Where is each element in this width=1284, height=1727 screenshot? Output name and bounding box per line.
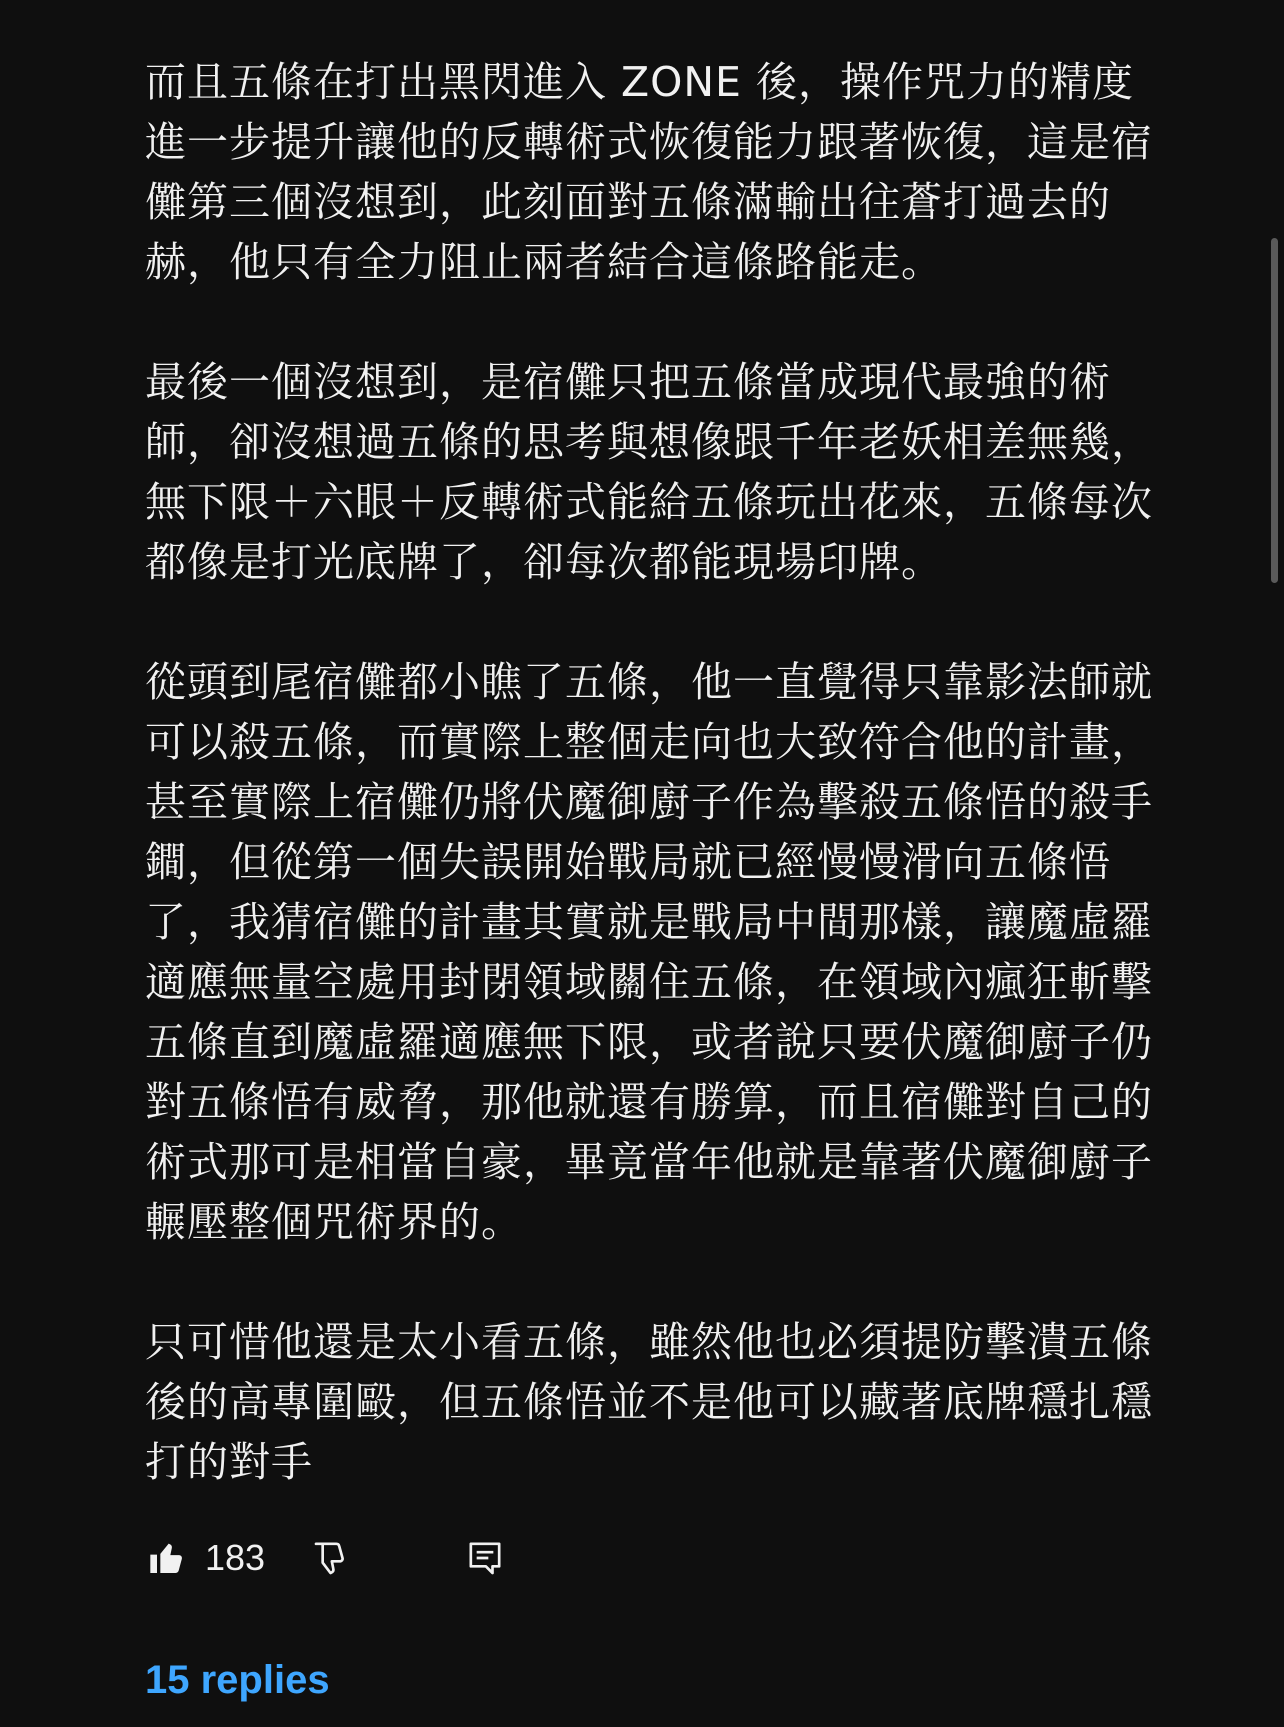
comment-paragraph-1: 而且五條在打出黑閃進入 ZONE 後，操作咒力的精度進一步提升讓他的反轉術式恢復能力跟著恢復，這是宿儺第三個沒想到，此刻面對五條滿輸出往蒼打過去的赫，他只有全力阻止兩者結合這條路能走。 [145, 58, 1153, 286]
like-count: 183 [205, 1537, 266, 1578]
scrollbar-thumb[interactable] [1271, 238, 1278, 583]
dislike-button[interactable] [309, 1536, 353, 1580]
thumbs-down-outline-icon [311, 1538, 351, 1578]
comment-paragraph-3: 從頭到尾宿儺都小瞧了五條，他一直覺得只靠影法師就可以殺五條，而實際上整個走向也大致符合他的計畫，甚至實際上宿儺仍將伏魔御廚子作為擊殺五條悟的殺手鐧，但從第一個失誤開始戰局就已經慢慢滑向五條悟了，我猜宿儺的計畫其實就是戰局中間那樣，讓魔虛羅適應無量空處用封閉領域關住五條，在領域內瘋狂斬擊五條直到魔虛羅適應無下限，或者說只要伏魔御廚子仍對五條悟有威脅，那他就還有勝算，而且宿儺對自己的術式那可是相當自豪，畢竟當年他就是靠著伏魔御廚子輾壓整個咒術界的。 [145, 658, 1153, 1246]
like-button[interactable] [145, 1536, 189, 1580]
view-replies-link[interactable]: 15 replies [145, 1658, 330, 1702]
comment-action-bar [145, 1530, 507, 1586]
comment-paragraph-4: 只可惜他還是太小看五條，雖然他也必須提防擊潰五條後的高專圍毆，但五條悟並不是他可以藏著底牌穩扎穩打的對手 [145, 1318, 1153, 1486]
comment-paragraph-2: 最後一個沒想到，是宿儺只把五條當成現代最強的術師，卻沒想過五條的思考與想像跟千年老妖相差無幾，無下限＋六眼＋反轉術式能給五條玩出花來，五條每次都像是打光底牌了，卻每次都能現場印牌。 [145, 358, 1153, 586]
comment-reply-icon [465, 1538, 505, 1578]
comment-body [145, 52, 1175, 1492]
reply-button[interactable] [463, 1536, 507, 1580]
thumbs-up-filled-icon [147, 1538, 187, 1578]
